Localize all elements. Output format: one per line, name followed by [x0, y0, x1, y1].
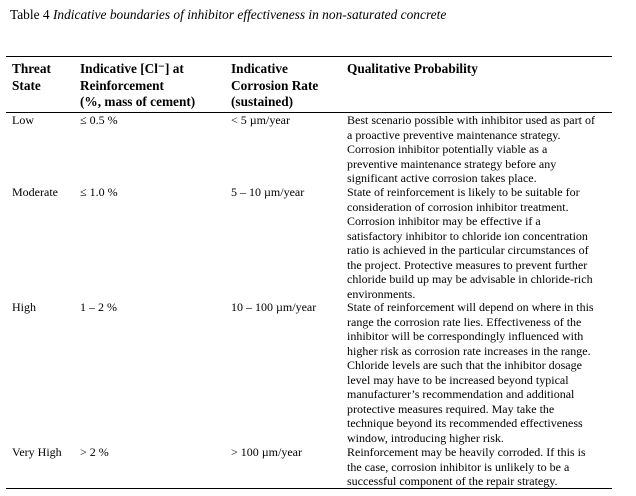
header-text: (sustained) — [231, 94, 294, 109]
table-top-rule — [6, 56, 612, 57]
cell-rate-high: 10 – 100 µm/year — [231, 300, 317, 314]
probability-line: the case, corrosion inhibitor is unlikely to be a — [347, 459, 570, 474]
cell-chloride-low: ≤ 0.5 % — [80, 113, 118, 127]
cell-state-high: High — [12, 300, 36, 314]
cell-probability-low — [347, 113, 609, 186]
probability-line: range the corrosion rate lies. Effectiveness of the — [347, 314, 582, 329]
cell-chloride-moderate: ≤ 1.0 % — [80, 185, 118, 199]
cell-probability-moderate — [347, 185, 609, 301]
cell-chloride-high: 1 – 2 % — [80, 300, 117, 314]
probability-line: environments. — [347, 286, 416, 301]
probability-line: manufacturer’s recommendation and additional — [347, 387, 575, 401]
header-qualitative-probability — [347, 61, 609, 78]
header-corrosion-rate — [231, 61, 343, 111]
header-text: State — [12, 77, 41, 93]
probability-line: technique beyond its recommended effectiveness — [347, 416, 583, 430]
probability-line: successful component of the repair strategy. — [347, 474, 558, 488]
cell-rate-moderate: 5 – 10 µm/year — [231, 185, 305, 199]
probability-line: State of reinforcement is likely to be suitable for — [347, 185, 580, 199]
caption-label: Table 4 — [10, 7, 53, 22]
probability-line: level may have to be increased beyond typical — [347, 372, 569, 387]
cell-chloride-very-high: > 2 % — [80, 445, 109, 459]
table-bottom-rule — [6, 488, 612, 489]
probability-line: preventive maintenance strategy before any — [347, 156, 557, 171]
header-text: Qualitative Probability — [347, 61, 478, 76]
probability-line: protective measures required. May take the — [347, 401, 555, 416]
probability-line: consideration of corrosion inhibitor treatment. — [347, 199, 569, 214]
header-text: Threat — [12, 61, 51, 76]
probability-line: Reinforcement may be heavily corroded. If this is — [347, 445, 586, 459]
probability-line: State of reinforcement will depend on where in this — [347, 300, 594, 314]
cell-state-very-high: Very High — [12, 445, 62, 459]
cell-rate-low: < 5 µm/year — [231, 113, 290, 127]
cell-rate-very-high: > 100 µm/year — [231, 445, 302, 459]
probability-line: the project. Protective measures to prevent further — [347, 257, 588, 272]
header-text: Indicative — [231, 61, 288, 76]
header-text: Indicative [Cl⁻] at — [80, 61, 184, 76]
probability-line: ratio is achieved in the particular circumstances of — [347, 243, 589, 257]
probability-line: significant active corrosion takes place. — [347, 171, 537, 185]
cell-state-moderate: Moderate — [12, 185, 58, 199]
header-text: Reinforcement — [80, 77, 164, 93]
probability-line: Corrosion inhibitor may be effective if a — [347, 214, 541, 228]
probability-line: Best scenario possible with inhibitor used as part of — [347, 113, 595, 127]
cell-probability-high — [347, 300, 609, 445]
probability-line: a proactive preventive maintenance strategy. — [347, 127, 561, 142]
probability-line: window, introducing higher risk. — [347, 430, 504, 445]
probability-line: higher risk as corrosion rate increases in the range. — [347, 343, 591, 358]
caption-title: Indicative boundaries of inhibitor effectiveness in non-saturated concrete — [52, 7, 447, 22]
probability-line: inhibitor will be correspondingly influenced with — [347, 329, 584, 343]
cell-probability-very-high — [347, 445, 609, 489]
cell-state-low: Low — [12, 113, 34, 127]
header-threat-state — [12, 61, 74, 94]
header-text: (%, mass of cement) — [80, 94, 196, 109]
header-text: Corrosion Rate — [231, 77, 319, 93]
probability-line: chloride build up may be advisable in chloride-rich — [347, 272, 593, 286]
table-caption — [10, 6, 446, 23]
probability-line: satisfactory inhibitor to chloride ion concentration — [347, 228, 588, 243]
probability-line: Chloride levels are such that the inhibitor dosage — [347, 358, 582, 372]
header-indicative-chloride — [80, 61, 230, 111]
probability-line: Corrosion inhibitor potentially viable as a — [347, 142, 548, 156]
